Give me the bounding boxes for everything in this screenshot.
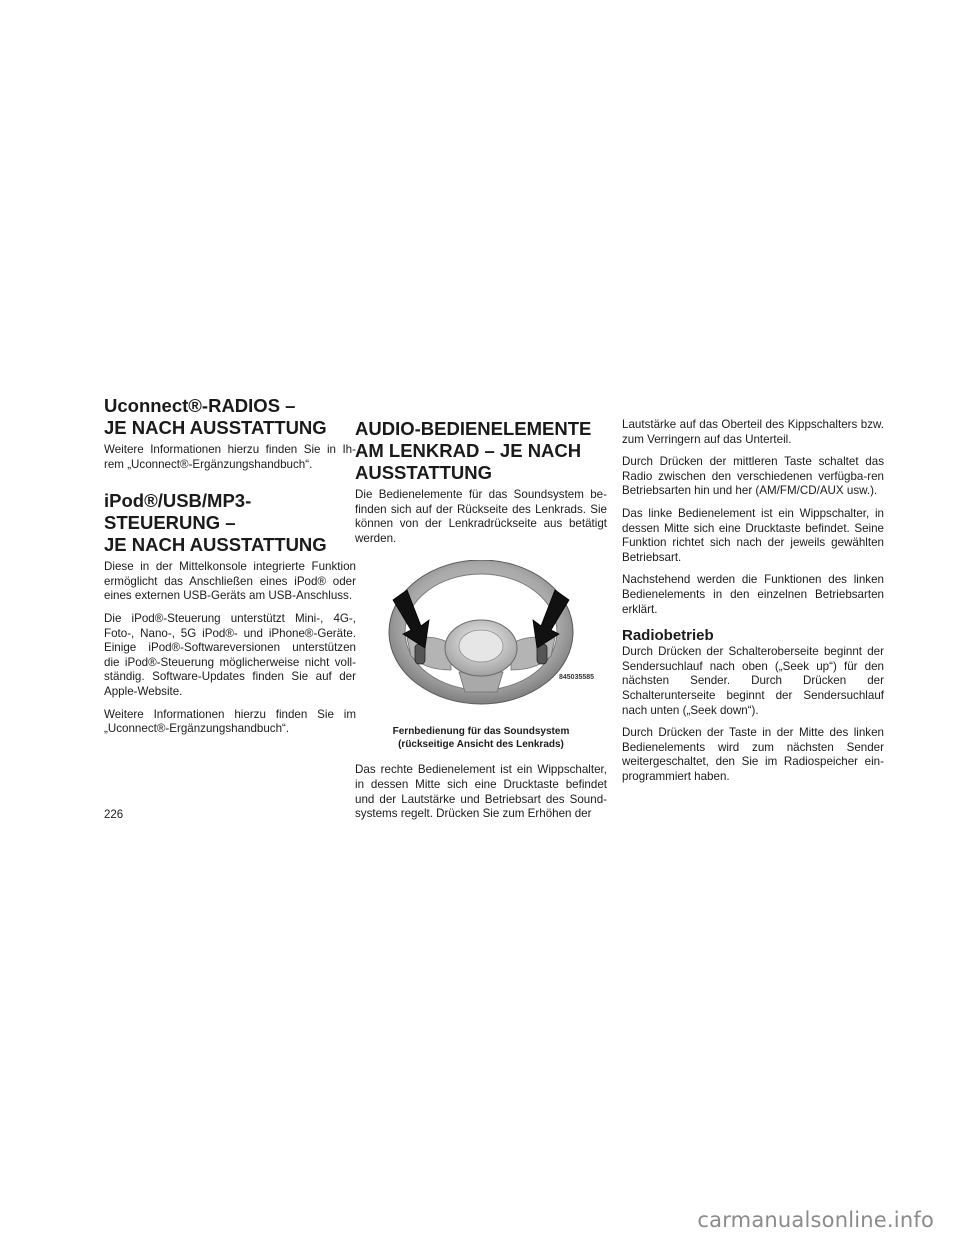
watermark: carmanualsonline.info: [697, 1208, 934, 1232]
steering-wheel-illustration: [355, 560, 607, 720]
paragraph: Das linke Bedienelement ist ein Wippschalter, in dessen Mitte sich eine Drucktaste befindet. Seine Funktion richtet sich nach der jeweils gewählten Betriebsart.: [622, 506, 884, 564]
paragraph: Diese in der Mittelkonsole integrierte Funktion ermöglicht das Anschließen eines iPod® oder eines externen USB-Geräts am USB-Anschluss.: [104, 560, 356, 603]
left-column: [104, 395, 356, 745]
paragraph: Weitere Informationen hierzu finden Sie in Ih-rem „Uconnect®-Ergänzungshandbuch“.: [104, 443, 356, 471]
figure-caption: [355, 726, 607, 751]
paragraph: Das rechte Bedienelement ist ein Wippschalter, in dessen Mitte sich eine Drucktaste befindet und der Lautstärke und Betriebsart des Sound-systems regelt. Drücken Sie zum Erhöhen der: [355, 763, 607, 821]
paragraph: Durch Drücken der Schalteroberseite beginnt der Sendersuchlauf nach oben („Seek up“) für den nächsten Sender. Durch Drücken der Schalterunterseite beginnt der Sendersuchlauf nach unten („Seek down“).: [622, 645, 884, 717]
paragraph: Nachstehend werden die Funktionen des linken Bedienelements in den einzelnen Betriebsarten erklärt.: [622, 573, 884, 616]
figure-code: 845035585: [559, 674, 595, 682]
page-number: 226: [104, 809, 124, 821]
section-title-uconnect-radios: Uconnect®-RADIOS – JE NACH AUSSTATTUNG: [104, 395, 327, 438]
paragraph: Durch Drücken der Taste in der Mitte des linken Bedienelements wird zum nächsten Sender weitergeschaltet, den Sie im Radiospeicher ein-programmiert haben.: [622, 726, 884, 783]
right-column: [622, 418, 884, 792]
paragraph: Weitere Informationen hierzu finden Sie im „Uconnect®-Ergänzungshandbuch“.: [104, 707, 356, 736]
subsection-title-radiobetrieb: Radiobetrieb: [622, 627, 714, 645]
middle-column: [355, 418, 607, 830]
paragraph: Lautstärke auf das Oberteil des Kippschalters bzw. zum Verringern auf das Unterteil.: [622, 418, 884, 446]
paragraph: Die iPod®-Steuerung unterstützt Mini-, 4G-, Foto-, Nano-, 5G iPod®- und iPhone®-Geräte. Einige iPod®-Softwareversionen unterstützen die iPod®-Steuerung möglicherweise nicht voll-ständig. Software-Updates finden Sie auf der Apple-Website.: [104, 611, 356, 698]
section-title-ipod-usb-mp3: iPod®/USB/MP3-STEUERUNG – JE NACH AUSSTATTUNG: [104, 490, 327, 556]
caption-line-1: Fernbedienung für das Soundsystem: [392, 726, 570, 738]
steering-wheel-figure: [355, 560, 607, 720]
paragraph: Durch Drücken der mittleren Taste schaltet das Radio zwischen den verschiedenen verfügba-ren Betriebsarten hin und her (AM/FM/CD/AUX usw.).: [622, 455, 884, 498]
section-title-audio-controls: AUDIO-BEDIENELEMENTE AM LENKRAD – JE NACH AUSSTATTUNG: [355, 418, 592, 483]
paragraph: Die Bedienelemente für das Soundsystem be-finden sich auf der Rückseite des Lenkrads. Sie können von der Lenkradrückseite aus betätigt werden.: [355, 488, 607, 545]
caption-line-2: (rückseitige Ansicht des Lenkrads): [398, 738, 564, 750]
